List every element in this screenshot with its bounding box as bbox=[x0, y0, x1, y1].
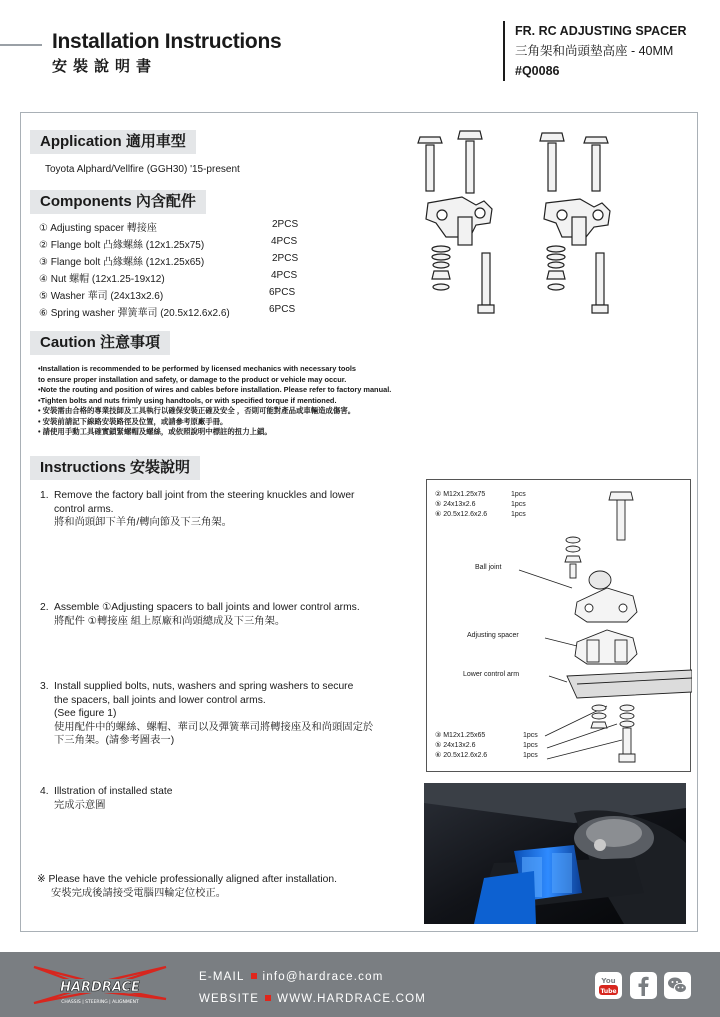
alignment-note bbox=[37, 873, 337, 901]
qty-line: 1pcs bbox=[511, 511, 526, 518]
caution-text bbox=[38, 364, 391, 438]
step-text-cn: 將配件 ①轉接座 組上原廠和尚頭總成及下三角架。 bbox=[54, 615, 286, 627]
svg-text:Tube: Tube bbox=[600, 988, 617, 995]
component-qty: 4PCS bbox=[271, 270, 298, 281]
step-number: 4. bbox=[40, 786, 49, 797]
step-text-cn: 下三角架。(請參考圖表一) bbox=[54, 735, 175, 746]
figure-exploded-view bbox=[426, 479, 691, 772]
component-qty: 4PCS bbox=[271, 236, 298, 247]
brand-logo-icon bbox=[30, 963, 170, 1007]
email-link[interactable]: info@hardrace.com bbox=[262, 971, 384, 983]
qty-line: 1pcs bbox=[523, 732, 538, 739]
component-qty: 2PCS bbox=[272, 253, 299, 264]
caution-line: • 安裝前請記下線路安裝路徑及位置，或請參考原廠手冊。 bbox=[38, 416, 228, 426]
component-qty: 2PCS bbox=[272, 219, 299, 230]
facebook-icon[interactable] bbox=[630, 972, 657, 999]
step-text: Remove the factory ball joint from the steering knuckles and lower bbox=[54, 490, 355, 501]
spec-line: ⑤ 24x13x2.6 bbox=[435, 742, 476, 749]
label-ball-joint: Ball joint bbox=[475, 564, 502, 571]
step-text-cn: 將和尚頭卸下羊角/轉向節及下三角架。 bbox=[54, 517, 232, 528]
component-name: ② Flange bolt 凸緣螺絲 (12x1.25x75) bbox=[39, 240, 205, 251]
brand-name: HARDRACE bbox=[60, 980, 140, 995]
step-text: the spacers, ball joints and lower control arms. bbox=[54, 694, 266, 706]
caution-line: • 請使用手動工具確實鎖緊螺帽及螺絲，或依照說明中標註的扭力上鎖。 bbox=[38, 427, 272, 436]
exploded-diagram bbox=[427, 480, 692, 773]
step-text: Assemble ①Adjusting spacers to ball joints and lower control arms. bbox=[54, 602, 360, 613]
spec-line: ③ M12x1.25x65 bbox=[435, 732, 486, 739]
note-text: ※ Please have the vehicle professionally aligned after installation. bbox=[37, 874, 337, 885]
qty-line: 1pcs bbox=[523, 742, 538, 749]
product-name: FR. RC ADJUSTING SPACER bbox=[515, 24, 687, 38]
step-text-cn: 完成示意圖 bbox=[54, 799, 106, 811]
qty-line: 1pcs bbox=[511, 491, 526, 498]
brand-tagline: CHASSIS | STEERING | ALIGNMENT bbox=[61, 1000, 139, 1005]
step-number: 1. bbox=[40, 490, 49, 501]
installed-photo-illustration bbox=[424, 783, 686, 924]
step-number: 2. bbox=[40, 602, 49, 613]
caution-line: to ensure proper installation and safety, or damage to the product or vehicle may occur. bbox=[38, 374, 347, 384]
step-text-cn: 使用配件中的螺絲、螺帽、華司以及彈簧華司將轉接座及和尚頭固定於 bbox=[54, 721, 374, 733]
component-name: ① Adjusting spacer 轉接座 bbox=[39, 223, 157, 234]
page-title: Installation Instructions bbox=[52, 30, 282, 53]
step-number: 3. bbox=[40, 681, 49, 692]
contact-info bbox=[199, 966, 426, 1010]
website-link[interactable]: WWW.HARDRACE.COM bbox=[277, 993, 427, 1005]
component-name: ⑥ Spring washer 彈簧華司 (20.5x12.6x2.6) bbox=[39, 308, 230, 319]
caution-heading: Caution 注意事項 bbox=[30, 331, 170, 355]
bolt-icon bbox=[426, 145, 434, 191]
component-name: ⑤ Washer 華司 (24x13x2.6) bbox=[39, 291, 164, 302]
caution-line: • 安裝需由合格的專業技師及工具執行以確保安裝正確及安全 ，否則可能對產品或車輛造成傷害。 bbox=[38, 406, 356, 415]
content-panel bbox=[20, 112, 698, 932]
caution-line: •Note the routing and position of wires and cables before installation. Please refer to factory manual. bbox=[38, 385, 392, 394]
spec-line: ② M12x1.25x75 bbox=[435, 491, 486, 498]
hardrace-logo bbox=[30, 963, 170, 1012]
step-text: control arms. bbox=[54, 503, 114, 515]
vehicle-fitment: Toyota Alphard/Vellfire (GGH30) '15-present bbox=[45, 164, 240, 175]
step-text: (See figure 1) bbox=[54, 708, 117, 719]
wechat-icon[interactable] bbox=[664, 972, 691, 999]
qty-line: 1pcs bbox=[511, 501, 526, 508]
page-subtitle: 安裝說明書 bbox=[52, 58, 158, 75]
spec-line: ⑤ 24x13x2.6 bbox=[435, 501, 476, 508]
footer bbox=[0, 952, 720, 1017]
installed-state-photo bbox=[424, 783, 686, 924]
part-number: #Q0086 bbox=[515, 64, 560, 78]
components-heading: Components 內含配件 bbox=[30, 190, 206, 214]
step-text: Install supplied bolts, nuts, washers and spring washers to secure bbox=[54, 681, 354, 692]
website-label: WEBSITE bbox=[199, 993, 260, 1005]
bolt-head-icon bbox=[418, 137, 442, 143]
spec-line: ⑥ 20.5x12.6x2.6 bbox=[435, 511, 488, 518]
parts-illustration bbox=[406, 123, 621, 323]
product-name-cn: 三角架和尚頭墊高座 - 40MM bbox=[515, 44, 674, 58]
spec-line: ⑥ 20.5x12.6x2.6 bbox=[435, 752, 488, 759]
nut-icon bbox=[432, 271, 450, 279]
svg-text:You: You bbox=[601, 977, 616, 985]
caution-line: •Installation is recommended to be performed by licensed mechanics with necessary tools bbox=[38, 364, 357, 373]
label-adjusting-spacer: Adjusting spacer bbox=[467, 632, 519, 639]
bullet-square bbox=[265, 995, 271, 1001]
bullet-square bbox=[251, 973, 257, 979]
step-text: Illstration of installed state bbox=[54, 786, 173, 797]
component-qty: 6PCS bbox=[269, 304, 296, 315]
product-info bbox=[503, 21, 687, 81]
label-lower-control-arm: Lower control arm bbox=[463, 671, 520, 678]
component-name: ③ Flange bolt 凸緣螺絲 (12x1.25x65) bbox=[39, 257, 205, 268]
youtube-icon[interactable] bbox=[595, 972, 622, 999]
email-label: E-MAIL bbox=[199, 971, 245, 983]
instructions-heading: Instructions 安裝說明 bbox=[30, 456, 200, 480]
component-qty: 6PCS bbox=[269, 287, 296, 298]
caution-line: •Tighten bolts and nuts frimly using handtools, or with specified torque if mentioned. bbox=[38, 395, 337, 405]
component-name: ④ Nut 螺帽 (12x1.25-19x12) bbox=[39, 274, 165, 285]
qty-line: 1pcs bbox=[523, 752, 538, 759]
header-rule bbox=[0, 44, 42, 46]
note-text-cn: 安裝完成後請接受電腦四輪定位校正。 bbox=[51, 888, 227, 899]
application-heading: Application 適用車型 bbox=[30, 130, 196, 154]
